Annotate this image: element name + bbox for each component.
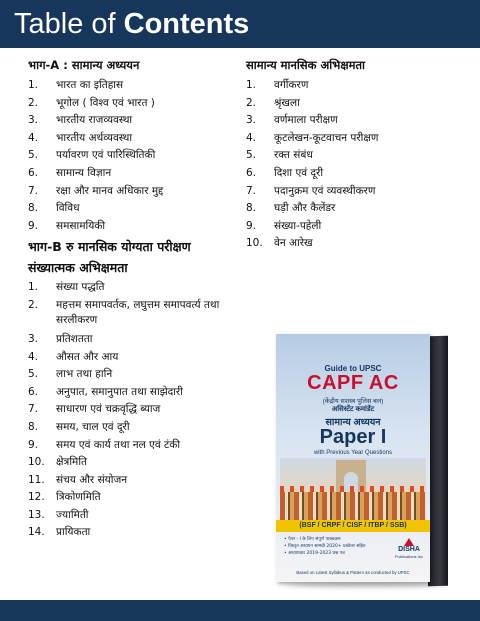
book-paper: Paper I [319,426,387,448]
item-number: 14. [28,526,45,539]
item-title: प्रायिकता [56,526,91,539]
marching-troops [280,492,426,520]
item-title: औसत और आय [56,350,119,363]
item-title: वर्गीकरण [274,79,309,91]
list-item [246,165,466,183]
list-item [28,384,248,402]
item-number: 4. [28,131,39,144]
list-item [28,112,248,130]
item-number: 1. [28,281,39,294]
item-number: 8. [246,202,257,215]
item-title: भूगोल ( विश्व एवं भारत ) [56,96,155,109]
item-title: समय एवं कार्य तथा नल एवं टंकी [56,438,181,451]
item-number: 8. [28,202,39,215]
item-number: 7. [28,403,39,416]
item-number: 6. [28,166,39,179]
item-title: पदानुक्रम एवं व्यवस्थीकरण [274,184,376,197]
list-item [246,235,466,253]
item-number: 10. [246,237,263,250]
item-number: 1. [28,79,39,91]
item-title: वेन आरेख [274,237,313,250]
item-number: 6. [28,385,39,398]
list-item [28,524,248,542]
item-title: साधारण एवं चक्रवृद्धि ब्याज [56,403,161,416]
item-number: 5. [246,149,257,162]
item-number: 3. [246,114,257,127]
book-spine [428,336,448,587]
item-number: 9. [28,438,39,451]
item-number: 7. [246,184,257,197]
item-title: विविध [56,202,80,215]
publisher-sub: Publications Inc [394,554,423,559]
item-number: 9. [28,219,39,232]
item-number: 2. [28,298,39,311]
list-item [28,165,248,183]
item-title: लाभ तथा हानि [56,368,113,381]
list-item [28,279,248,297]
list-item [246,218,466,236]
item-title: घड़ी और कैलेंडर [274,202,336,215]
list-item [28,454,248,472]
numerical-list [28,279,248,542]
mental-list [246,77,466,253]
item-title: अनुपात, समानुपात तथा साझेदारी [56,385,183,398]
page-title [14,6,249,42]
section-b-heading: भाग-B रु मानसिक योग्यता परीक्षण [28,239,191,255]
item-number: 3. [28,332,39,345]
header-bar [0,0,480,48]
item-title: कूटलेखन-कूटवाचन परीक्षण [274,131,379,144]
list-item [28,95,248,113]
item-number: 12. [28,491,45,504]
list-item [28,218,248,236]
publisher-logo [394,538,424,559]
book-forces-band: (BSF / CRPF / CISF / ITBP / SSB) [276,520,430,532]
list-item [246,112,466,130]
item-number: 11. [28,473,45,486]
book-title: CAPF AC [307,372,399,394]
list-item [28,366,248,384]
list-item [28,507,248,525]
list-item [28,489,248,507]
item-number: 1. [246,79,257,91]
item-title: भारत का इतिहास [56,79,124,91]
item-title: भारतीय अर्थव्यवस्था [56,131,133,144]
item-title: संख्या-पहेली [274,219,322,232]
list-item [246,183,466,201]
item-title: समय, चाल एवं दूरी [56,420,130,433]
item-title: संचय और संयोजन [56,473,128,486]
book-cover-image [276,330,452,588]
list-item [246,147,466,165]
book-pyq-line: with Previous Year Questions [313,450,393,456]
book-front [276,334,430,582]
item-number: 5. [28,368,39,381]
item-title: पर्यावरण एवं पारिस्थितिकी [56,149,156,162]
list-item [28,437,248,455]
item-title: ज्यामिती [56,508,89,521]
list-item [28,349,248,367]
item-title: रक्त संबंध [274,149,313,162]
section-a-heading: भाग-A : सामान्य अध्ययन [28,58,140,72]
item-number: 7. [28,184,39,197]
list-item [246,200,466,218]
book-feature: • विस्तृत अध्ययन सामग्री 2020+ प्रश्नोत्तर सहित [284,544,366,549]
item-title: संख्या पद्धति [56,281,105,294]
item-title: श्रृंखला [274,96,300,109]
item-title: त्रिकोणमिति [56,491,101,504]
item-title: रक्षा और मानव अधिकार मुद्द [56,184,164,197]
disha-logo-icon [404,538,414,546]
footer-bar [0,600,480,621]
item-number: 2. [28,96,39,109]
item-number: 6. [246,166,257,179]
item-title: प्रतिशतता [56,332,93,345]
item-title: क्षेत्रमिति [56,456,88,469]
item-number: 3. [28,114,39,127]
item-title: वर्णमाला परीक्षण [274,114,338,127]
item-number: 5. [28,149,39,162]
book-cover-photo [280,458,426,520]
page-title-light: Table of [14,8,124,40]
book-hindi-subtitle: (केंद्रीय सशस्त्र पुलिस बल) [322,398,384,405]
list-item [28,147,248,165]
item-number: 8. [28,420,39,433]
book-hindi-subject: सामान्य अध्ययन [325,417,381,428]
book-feature: • अध्यायवार 2019-2023 प्रश्न पत्र [284,551,345,556]
item-title: महत्तम समापवर्तक, लघुत्तम समापवर्त्य तथा सरलीकरण [56,298,220,326]
list-item [28,297,248,331]
numerical-heading: संख्यात्मक अभिक्षमता [28,260,128,276]
item-number: 13. [28,508,45,521]
book-hindi-post: असिस्टेंट कमांडेंट [331,406,375,413]
list-item [28,401,248,419]
item-title: भारतीय राजव्यवस्था [56,114,133,127]
list-item [28,77,248,95]
item-number: 2. [246,96,257,109]
item-title: सामान्य विज्ञान [56,166,112,179]
book-shadow [286,582,446,588]
list-item [246,130,466,148]
list-item [28,183,248,201]
item-number: 10. [28,456,45,469]
book-guide-line: Guide to UPSC [324,364,382,373]
list-item [28,472,248,490]
left-column [28,58,248,542]
list-item [28,200,248,218]
item-number: 9. [246,219,257,232]
list-item [246,77,466,95]
publisher-name: DISHA [398,546,420,553]
item-number: 4. [246,131,257,144]
item-title: समसामयिकी [56,219,106,232]
list-item [28,331,248,349]
book-feature: • पेपर - I के लिए संपूर्ण पाठ्यक्रम [284,537,341,542]
list-item [28,130,248,148]
page-title-bold: Contents [123,8,250,40]
list-item [246,95,466,113]
item-number: 4. [28,350,39,363]
section-a-list [28,77,248,235]
right-column [246,58,466,253]
list-item [28,419,248,437]
book-based-on: Based on Latest Syllabus & Pattern as conducted by UPSC [296,570,410,575]
mental-heading: सामान्य मानसिक अभिक्षमता [246,58,366,72]
item-title: दिशा एवं दूरी [274,166,324,179]
